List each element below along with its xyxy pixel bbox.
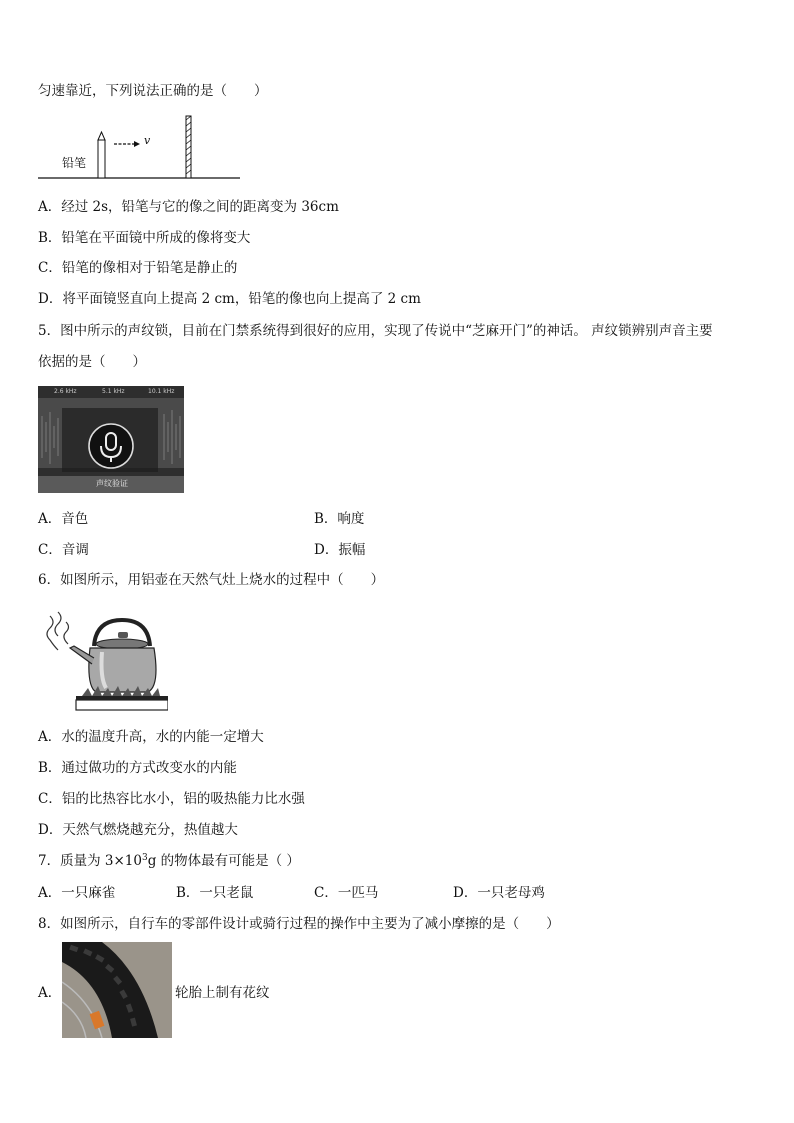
voiceprint-caption: 声纹验证 [96, 479, 128, 488]
bicycle-tire-photo [62, 942, 172, 1038]
q7-option-d: D．一只老母鸡 [453, 885, 545, 901]
q7-option-c: C．一匹马 [314, 885, 379, 901]
q6-option-d: D．天然气燃烧越充分，热值越大 [38, 822, 238, 838]
q7-option-a: A．一只麻雀 [38, 885, 116, 901]
pencil-mirror-figure [36, 114, 246, 180]
q4-option-c: C．铅笔的像相对于铅笔是静止的 [38, 260, 238, 276]
freq-label-2: 5.1 kHz [102, 388, 125, 395]
q6-option-c: C．铝的比热容比水小，铝的吸热能力比水强 [38, 791, 305, 807]
kettle-on-stove-figure [40, 608, 168, 712]
freq-label-3: 10.1 kHz [148, 388, 175, 395]
q7-stem-after: g 的物体最有可能是（ ） [147, 853, 300, 869]
q6-option-b: B．通过做功的方式改变水的内能 [38, 760, 237, 776]
q7-stem-before: 7．质量为 3×10 [38, 853, 142, 869]
q5-option-c: C．音调 [38, 542, 89, 558]
pencil-label: 铅笔 [62, 156, 87, 170]
q8-option-a-letter: A． [38, 985, 62, 1001]
freq-label-1: 2.6 kHz [54, 388, 77, 395]
voiceprint-lock-figure [38, 386, 184, 493]
q4-option-a: A．经过 2s，铅笔与它的像之间的距离变为 36cm [38, 199, 339, 215]
q7-stem [38, 852, 300, 870]
q5-stem-line1: 5．图中所示的声纹锁，目前在门禁系统得到很好的应用，实现了传说中“芝麻开门”的神话。 声纹锁辨别声音主要 [38, 323, 713, 339]
q5-stem-line2: 依据的是（ ） [38, 354, 146, 370]
q5-option-d: D．振幅 [314, 542, 366, 558]
q4-option-d: D．将平面镜竖直向上提高 2 cm，铅笔的像也向上提高了 2 cm [38, 291, 421, 307]
q4-stem-tail: 匀速靠近，下列说法正确的是（ ） [38, 83, 268, 99]
q7-stem-exponent: 3 [141, 853, 148, 863]
q6-stem: 6．如图所示，用铝壶在天然气灶上烧水的过程中（ ） [38, 572, 385, 588]
q4-option-b: B．铅笔在平面镜中所成的像将变大 [38, 230, 251, 246]
q8-option-a-text: 轮胎上制有花纹 [175, 985, 270, 1001]
velocity-label: v [144, 134, 151, 147]
q7-option-b: B．一只老鼠 [176, 885, 254, 901]
q5-option-b: B．响度 [314, 511, 365, 527]
q6-option-a: A．水的温度升高，水的内能一定增大 [38, 729, 264, 745]
q8-stem: 8．如图所示，自行车的零部件设计或骑行过程的操作中主要为了减小摩擦的是（ ） [38, 916, 560, 932]
q5-option-a: A．音色 [38, 511, 89, 527]
